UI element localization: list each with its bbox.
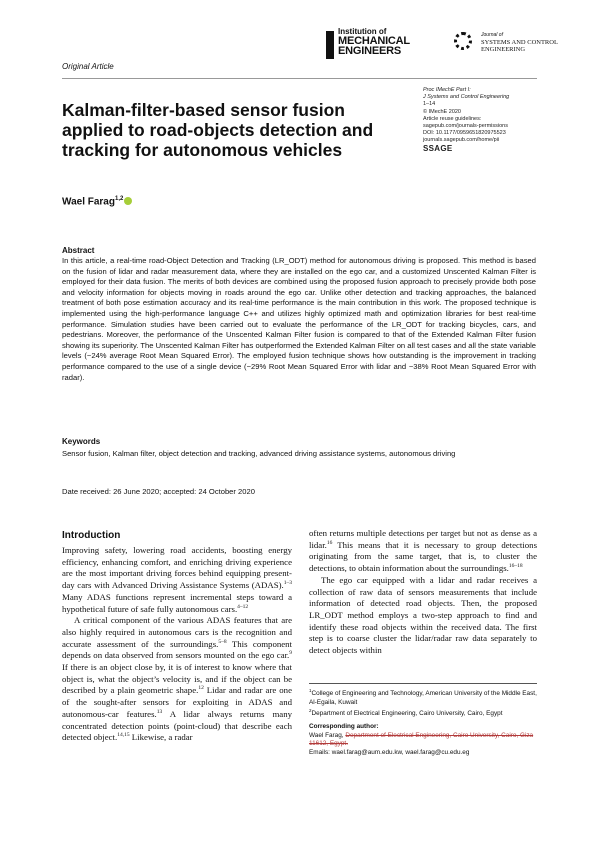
abstract-heading: Abstract <box>62 246 95 255</box>
journal-logo <box>454 30 564 70</box>
gear-icon <box>454 32 472 50</box>
paragraph: The ego car equipped with a lidar and radar receives a collection of raw data of sensors measurements that include information of detected road objects. Then, the proposed LR_ODT method employs a two-step approach to find and identify these road objects within the received data. The first step is to coarse cluster the lidar/radar raw data separately to detect objects within <box>309 574 537 656</box>
journal-logo-name-line1: SYSTEMS AND CONTROL <box>481 39 558 46</box>
journal-logo-name <box>481 40 581 53</box>
keywords-text: Sensor fusion, Kalman filter, object detection and tracking, advanced driving assistance systems, autonomous driving <box>62 449 456 458</box>
paragraph-text: Likewise, a radar <box>129 732 193 743</box>
publisher-logo <box>338 28 438 72</box>
corresponding-author-address: Department of Electrical Engineering, Cairo University, Cairo, Giza 11612, Egypt. <box>309 731 534 748</box>
abstract-text: In this article, a real-time road-Object Detection and Tracking (LR_ODT) method for autonomous driving is proposed. This method is based on the fusion of lidar and radar measurement data, where they are installed on the ego car, and a customized Unscented Kalman Filter is employed for their data fusion. The merits of both devices are combined using the proposed fusion approach to precisely provide both pose and velocity information for objects moving in roads around the ego car. Unlike other detection and tracking approaches, the balanced treatment of both pose estimation accuracy and its real-time performance is the main contribution in this work. The proposed technique is implemented using the high-performance language C++ and utilizes highly optimized math and optimization libraries for best real-time performance. Simulation studies have been carried out to evaluate the performance of the LR_ODT for tracking bicycles, cars, and pedestrians. Moreover, the performance of the Unscented Kalman Filter fusion is compared to that of the Extended Kalman Filter fusion showing its superiority. The Unscented Kalman Filter has outperformed the Extended Kalman Filter on all test cases and all the state variable levels (−24% average Root Mean Squared Error). The employed fusion technique shows how outstanding is the improvement in tracking performance compared to the use of a single device (−29% Root Mean Squared Error with lidar and −38% Root Mean Squared Error with radar). <box>62 256 536 382</box>
citation[interactable]: 1–3 <box>283 580 292 587</box>
paragraph-text: A critical component of the various ADAS features that are also highly required in autonomous cars is the recognition and accurate assessment of the surroundings. <box>62 615 292 649</box>
paragraph-text: A lidar always returns many concentrated detection points (point-cloud) that describe each detected object. <box>62 708 292 743</box>
footnote-mark: 1 <box>309 688 312 693</box>
journal-home-link[interactable]: journals.sagepub.com/home/pii <box>423 137 500 144</box>
paper-title: Kalman-filter-based sensor fusion applied to road-objects detection and tracking for autonomous vehicles <box>62 100 374 160</box>
dates-line: Date received: 26 June 2020; accepted: 24 October 2020 <box>62 487 255 496</box>
corresponding-author <box>309 732 539 749</box>
citation[interactable]: 5–8 <box>218 638 227 645</box>
permissions-link[interactable]: sagepub.com/journals-permissions <box>423 123 508 130</box>
paragraph-text: If there is an object close by, it is of interest to know where that object is, what the object’s velocity is, and if the object can be described by a plain geometric shape. <box>62 662 292 696</box>
doi-link[interactable]: DOI: 10.1177/0959651820975523 <box>423 130 506 137</box>
footnote-rule <box>309 683 537 684</box>
paragraph <box>62 545 292 615</box>
citation[interactable]: 14,15 <box>117 732 130 739</box>
keywords-heading: Keywords <box>62 437 101 446</box>
corresponding-author-heading: Corresponding author: <box>309 723 379 731</box>
meta-line: © IMechE 2020 <box>423 108 461 115</box>
paragraph <box>62 615 292 744</box>
author-line <box>62 196 132 207</box>
corresponding-author-name: Wael Farag, <box>309 731 346 739</box>
footnote-mark: 2 <box>309 708 312 714</box>
author-emails[interactable]: Emails: wael.farag@aum.edu.kw, wael.farag@cu.edu.eg <box>309 748 470 756</box>
publisher-logo-line2: MECHANICAL <box>338 35 410 47</box>
paragraph-text: This means that it is necessary to group detections originating from the same target, that is, to cluster the detections, to obtain information about the surroundings. <box>309 539 537 574</box>
paragraph-text: Improving safety, lowering road accidents, boosting energy efficiency, enhancing comfort, and enriching driving experience are the most important driving forces behind equipping present-day cars with Advanced Driving Assistance Systems (ADAS). <box>62 545 292 591</box>
paragraph-text: Many ADAS functions represent incremental steps toward a hypothetical future of safe fully autonomous cars. <box>62 591 292 614</box>
journal-meta <box>423 87 553 152</box>
citation[interactable]: 12 <box>198 685 204 692</box>
publisher-logo-icon <box>326 31 334 59</box>
footnote-text: College of Engineering and Technology, American University of the Middle East, Al-Egaila, Kuwait <box>309 690 537 706</box>
header-rule <box>62 78 537 79</box>
citation[interactable]: 16–18 <box>508 563 523 570</box>
meta-line: Article reuse guidelines: <box>423 115 482 122</box>
body-column-right <box>309 528 537 657</box>
publisher-logo-line1: Institution of <box>338 27 387 36</box>
journal-logo-name-line2: ENGINEERING <box>481 45 526 53</box>
footnote-text: Department of Electrical Engineering, Cairo University, Cairo, Egypt <box>311 710 503 718</box>
orcid-icon[interactable] <box>124 197 132 205</box>
meta-line: 1–14 <box>423 101 436 108</box>
paragraph-text: This component depends on data observed from sensors mounted on the ego car. <box>62 638 293 661</box>
meta-line: J Systems and Control Engineering <box>423 94 510 101</box>
journal-logo-journal-of: Journal of <box>481 32 503 38</box>
author-name: Wael Farag <box>62 196 115 208</box>
affiliation-2 <box>309 707 539 719</box>
citation[interactable]: 13 <box>156 708 163 715</box>
affiliation-1 <box>309 687 539 707</box>
publisher-logo-line3: ENGINEERS <box>338 45 401 57</box>
article-type: Original Article <box>62 62 114 71</box>
section-heading-introduction: Introduction <box>62 530 121 541</box>
footnotes <box>309 687 539 757</box>
citation[interactable]: 9 <box>289 650 292 657</box>
sage-logo: SSAGE <box>423 143 453 153</box>
author-affiliation-marks: 1,2 <box>114 196 124 202</box>
body-column-left <box>62 545 292 744</box>
citation[interactable]: 4–12 <box>237 603 249 610</box>
paragraph-text: often returns multiple detections per target but not as dense as a lidar. <box>309 528 537 550</box>
meta-line: Proc IMechE Part I: <box>423 87 471 93</box>
paragraph-text: Lidar and radar are one of the sought-after sensors for exploiting in ADAS and autonomous-car features. <box>62 685 292 719</box>
paragraph <box>309 528 537 575</box>
citation[interactable]: 16 <box>326 539 333 546</box>
